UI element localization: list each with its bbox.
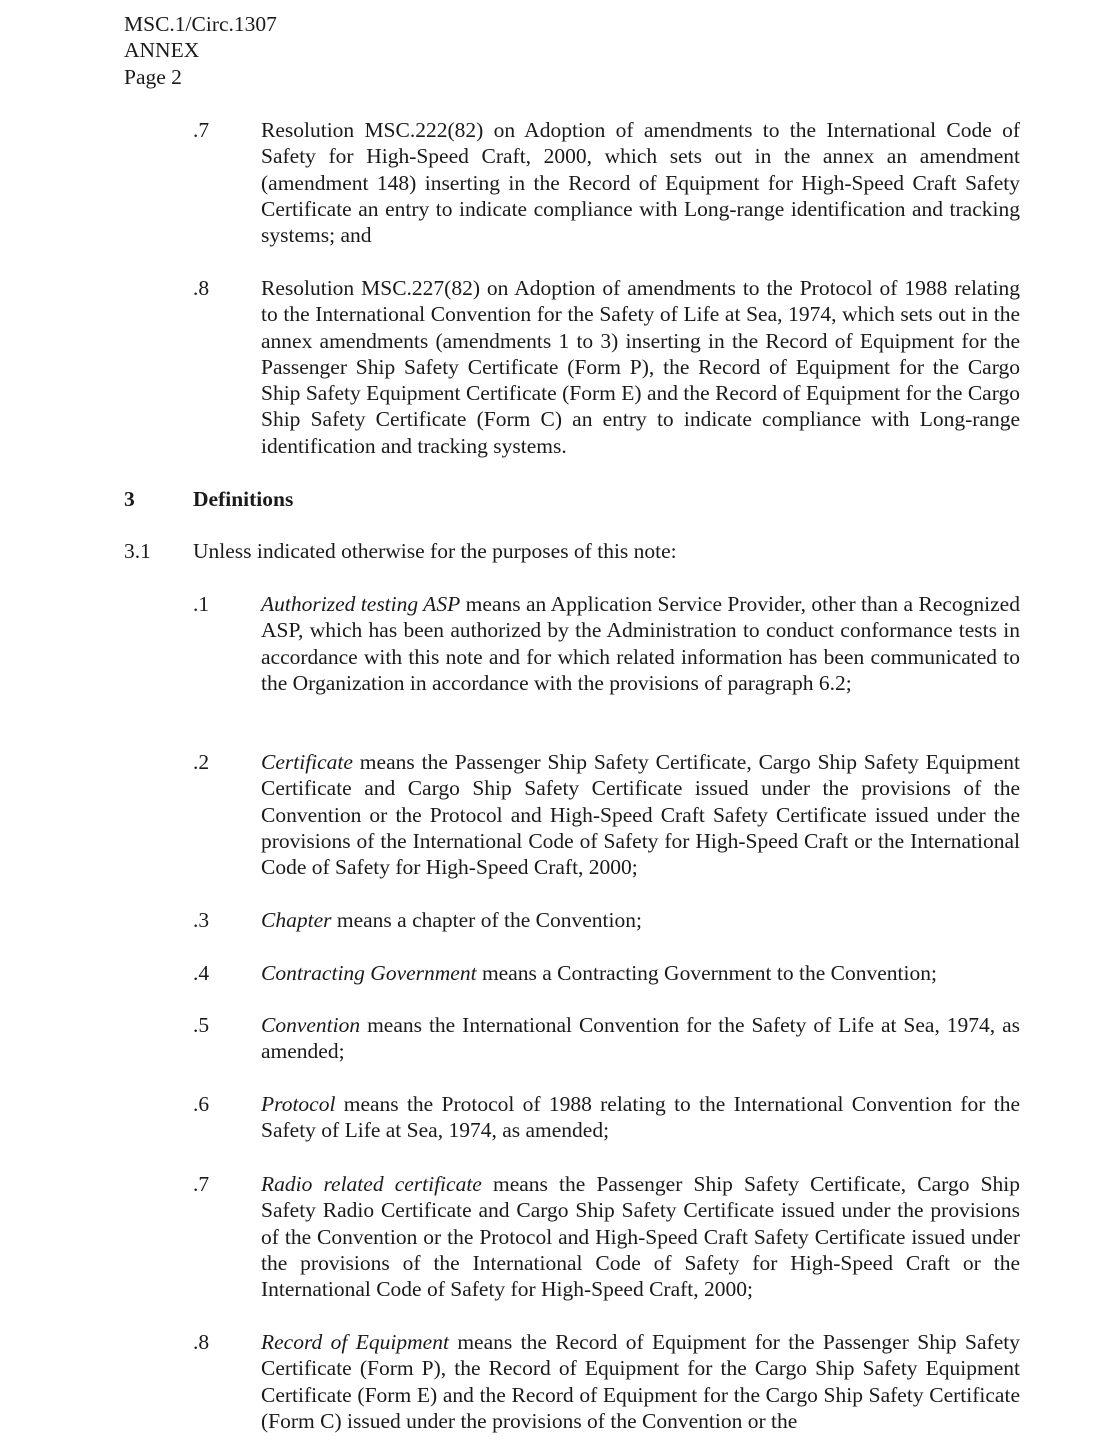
paragraph-number: 3.1 — [124, 539, 151, 563]
definition-body: means a chapter of the Convention; — [331, 908, 642, 932]
definition-term: Contracting Government — [261, 961, 477, 985]
item-text: Resolution MSC.227(82) on Adoption of amendments to the Protocol of 1988 relating to the International Convention for the Safety of Life at Sea, 1974, which sets out in the annex amendments (amendments 1 to 3) inserting in the Record of Equipment for the Passenger Ship Safety Certificate (Form P), the Record of Equipment for the Cargo Ship Safety Equipment Certificate (Form E) and the Record of Equipment for the Cargo Ship Safety Certificate (Form C) an entry to indicate compliance with Long-range identification and tracking systems. — [261, 276, 1020, 458]
paragraph-text: Unless indicated otherwise for the purposes of this note: — [193, 539, 677, 563]
definition-text — [261, 960, 1020, 986]
annex-label: ANNEX — [124, 38, 200, 63]
definition-body: means the Protocol of 1988 relating to the International Convention for the Safety of Life at Sea, 1974, as amended; — [261, 1092, 1020, 1143]
definition-body: means an Application Service Provider, other than a Recognized ASP, which has been authorized by the Administration to conduct conformance tests in accordance with this note and for which related information has been communicated to the Organization in accordance with the provisions of paragraph 6.2; — [261, 592, 1020, 695]
definition-term: Chapter — [261, 908, 332, 932]
item-number: .8 — [193, 276, 210, 300]
definition-body: means the International Convention for the Safety of Life at Sea, 1974, as amended; — [261, 1013, 1020, 1064]
page-number: Page 2 — [124, 64, 182, 89]
definition-number: .2 — [193, 750, 210, 774]
definition-body: means a Contracting Government to the Convention; — [476, 961, 937, 985]
section-title: Definitions — [193, 487, 294, 511]
definition-term: Convention — [261, 1013, 361, 1037]
definition-number: .1 — [193, 592, 210, 616]
doc-reference: MSC.1/Circ.1307 — [124, 12, 277, 36]
page-header — [124, 11, 277, 90]
definition-body: means the Record of Equipment for the Passenger Ship Safety Certificate (Form P), the Record of Equipment for the Cargo Ship Safety Equipment Certificate (Form E) and the Record of Equipment for the Cargo Ship Safety Certificate (Form C) issued under the provisions of the Convention or the — [261, 1330, 1020, 1433]
definition-number: .7 — [193, 1172, 210, 1196]
item-number: .7 — [193, 118, 210, 142]
definition-text — [261, 749, 1020, 880]
definition-term: Radio related certificate — [261, 1172, 482, 1196]
definition-term: Record of Equipment — [261, 1330, 449, 1354]
definition-text — [261, 907, 1020, 933]
definition-number: .5 — [193, 1013, 210, 1037]
definition-number: .6 — [193, 1092, 210, 1116]
definition-number: .4 — [193, 961, 210, 985]
definition-term: Authorized testing ASP — [261, 592, 461, 616]
definition-text — [261, 1012, 1020, 1065]
definition-term: Certificate — [261, 750, 353, 774]
definition-body: means the Passenger Ship Safety Certificate, Cargo Ship Safety Radio Certificate and Cargo Ship Safety Certificate issued under the provisions of the Convention or the Protocol and High-Speed Craft Safety Certificate issued under the provisions of the International Code of Safety for High-Speed Craft or the International Code of Safety for High-Speed Craft, 2000; — [261, 1172, 1020, 1302]
definition-number: .3 — [193, 908, 210, 932]
item-text: Resolution MSC.222(82) on Adoption of amendments to the International Code of Safety for High-Speed Craft, 2000, which sets out in the annex an amendment (amendment 148) inserting in the Record of Equipment for High-Speed Craft Safety Certificate an entry to indicate compliance with Long-range identification and tracking systems; and — [261, 118, 1020, 248]
definition-term: Protocol — [261, 1092, 336, 1116]
definition-text — [261, 1171, 1020, 1302]
definition-number: .8 — [193, 1330, 210, 1354]
definition-text — [261, 1091, 1020, 1144]
section-number: 3 — [124, 487, 135, 511]
definition-text — [261, 1329, 1020, 1434]
definition-text — [261, 591, 1020, 696]
definition-body: means the Passenger Ship Safety Certificate, Cargo Ship Safety Equipment Certificate and Cargo Ship Safety Certificate issued under the provisions of the Convention or the Protocol and High-Speed Craft Safety Certificate issued under the provisions of the International Code of Safety for High-Speed Craft or the International Code of Safety for High-Speed Craft, 2000; — [261, 750, 1020, 880]
